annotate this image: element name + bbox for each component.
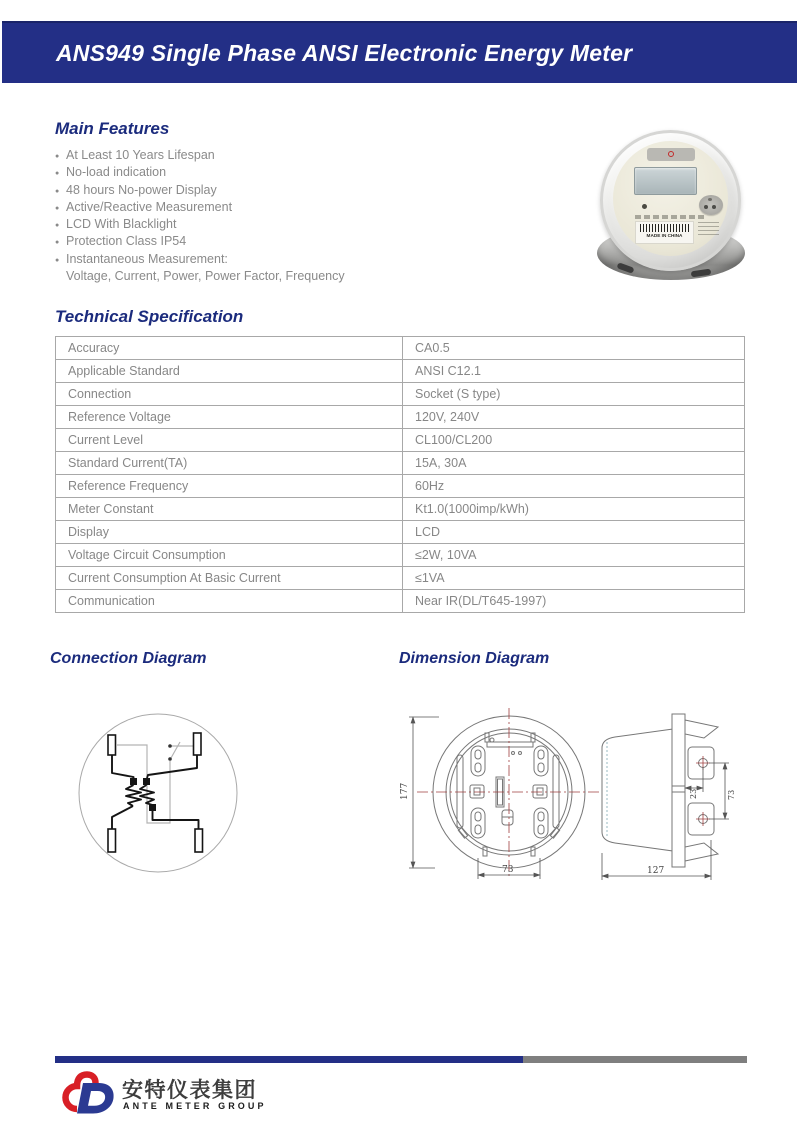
spec-value: LCD [403,521,745,544]
spec-value: ≤1VA [403,567,745,590]
origin-text: MADE IN CHINA [646,233,683,239]
dimension-heading: Dimension Diagram [399,650,550,667]
spec-row [56,567,745,590]
dim-front-height [409,717,439,868]
footer-bar-gray [523,1056,747,1063]
dim-label-127: 127 [647,866,665,876]
spec-row [56,360,745,383]
connection-heading: Connection Diagram [50,650,207,667]
meter-spec-text [698,222,719,237]
spec-label: Meter Constant [56,498,403,521]
barcode-stripes [640,224,689,232]
spec-value: Socket (S type) [403,383,745,406]
features-heading: Main Features [55,119,170,138]
spec-heading: Technical Specification [55,307,244,326]
spec-row [56,544,745,567]
current-wires [112,755,199,829]
dimension-diagram [395,700,775,885]
spec-value: CA0.5 [403,337,745,360]
logo-blue-glyph [77,1083,114,1114]
spec-value: 60Hz [403,475,745,498]
meter-face [613,141,728,256]
feature-item: ● LCD With Blacklight [56,216,396,233]
dim-label-23: 23 [689,788,698,799]
meter-barcode-label [636,222,693,243]
feature-item: ● 48 hours No-power Display [56,182,396,199]
meter-nameplate [647,148,695,161]
product-photo [597,130,745,280]
spec-label: Standard Current(TA) [56,452,403,475]
spec-value: 120V, 240V [403,406,745,429]
spec-row [56,590,745,613]
dim-label-73-front: 73 [502,865,514,875]
spec-label: Reference Frequency [56,475,403,498]
dim-label-177: 177 [400,782,410,800]
feature-item: ● No-load indication [56,164,396,181]
page-title: ANS949 Single Phase ANSI Electronic Energy Meter [56,40,633,66]
company-logo [52,1070,116,1118]
feature-sub-item: Voltage, Current, Power, Power Factor, Frequency [66,269,345,284]
spec-label: Communication [56,590,403,613]
spec-label: Accuracy [56,337,403,360]
side-view [602,714,718,867]
feature-item: ● Active/Reactive Measurement [56,199,396,216]
spec-value: 15A, 30A [403,452,745,475]
feature-item: ● Protection Class IP54 [56,233,396,250]
spec-value: CL100/CL200 [403,429,745,452]
spec-label: Current Level [56,429,403,452]
spec-row [56,521,745,544]
spec-label: Applicable Standard [56,360,403,383]
title-banner [2,21,797,83]
company-name-cn: 安特仪表集团 [122,1078,257,1102]
centerlines [417,708,601,876]
spec-row [56,337,745,360]
spec-row [56,475,745,498]
spec-row [56,383,745,406]
spec-label: Current Consumption At Basic Current [56,567,403,590]
footer-bar-blue [55,1056,523,1063]
spec-row [56,452,745,475]
spec-label: Voltage Circuit Consumption [56,544,403,567]
spec-value: Near IR(DL/T645-1997) [403,590,745,613]
feature-item: ● Instantaneous Measurement: [56,251,396,268]
spec-label: Display [56,521,403,544]
spec-row [56,429,745,452]
spec-table [55,336,745,613]
dim-label-73-side: 73 [727,789,736,800]
terminal-blades [108,733,203,852]
spec-row [56,498,745,521]
feature-item: ● At Least 10 Years Lifespan [56,147,396,164]
spec-value: ≤2W, 10VA [403,544,745,567]
features-list [56,147,396,285]
spec-label: Connection [56,383,403,406]
meter-rating-text [635,215,705,219]
meter-brand-mark [668,151,674,157]
meter-pulse-led [642,204,647,209]
connection-diagram [70,705,250,880]
spec-table-body [56,337,745,613]
spec-value: ANSI C12.1 [403,360,745,383]
spec-value: Kt1.0(1000imp/kWh) [403,498,745,521]
meter-ir-port [699,195,723,215]
company-name-en: ANTE METER GROUP [123,1101,267,1111]
spec-label: Reference Voltage [56,406,403,429]
meter-lcd-display [634,167,697,195]
meter-glass-dome [600,130,741,271]
spec-row [56,406,745,429]
